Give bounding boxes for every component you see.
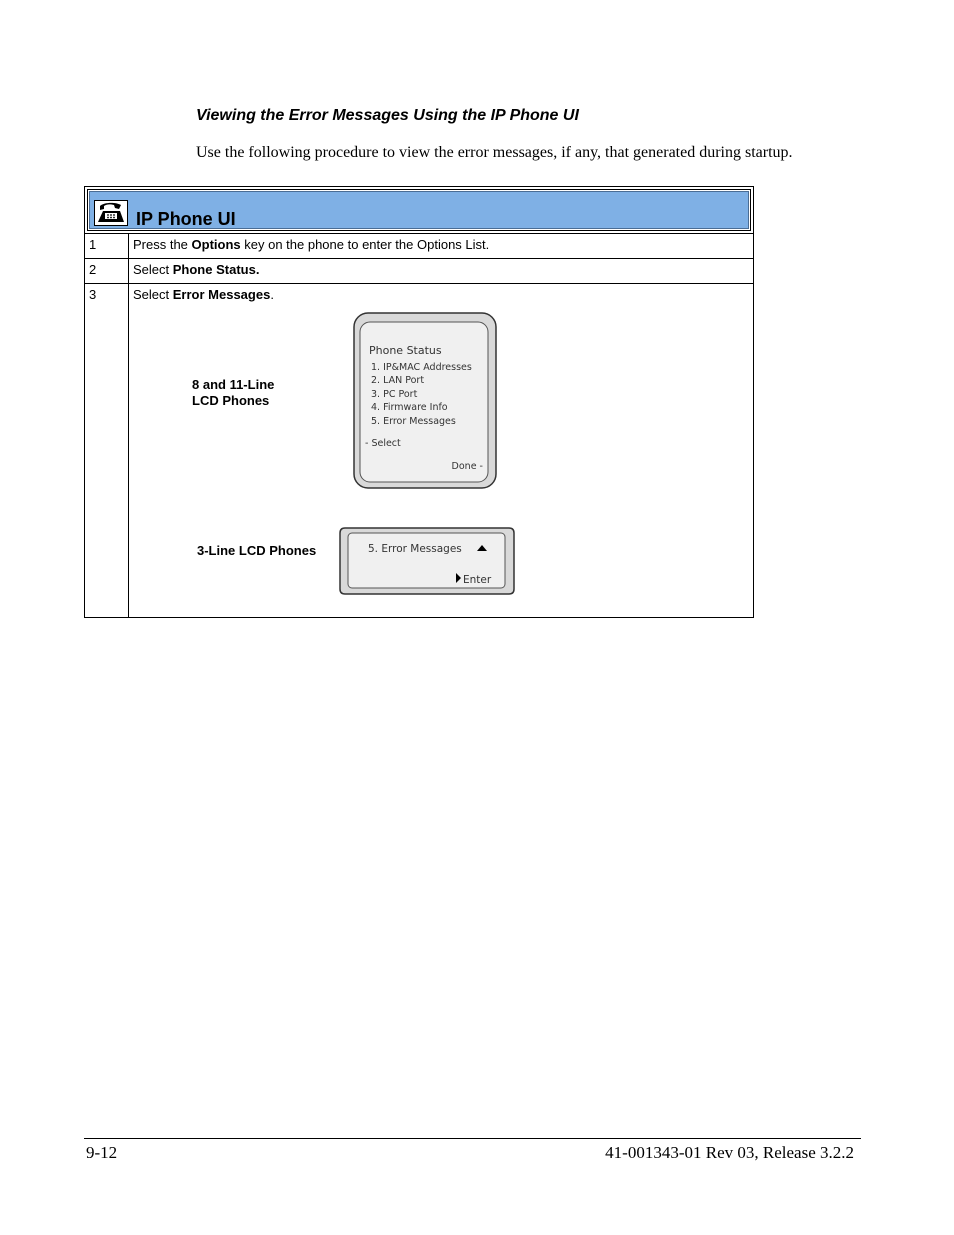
lcd-item: 4. Firmware Info (371, 402, 448, 413)
step-keyword: Options (191, 237, 241, 252)
table-row (85, 233, 753, 258)
step-text-pre: Select (133, 262, 173, 277)
small-lcd-line2: Enter (463, 574, 492, 586)
step-keyword: Phone Status. (172, 262, 260, 277)
lcd-item: 5. Error Messages (371, 416, 456, 427)
procedure-header (87, 189, 751, 231)
procedure-title: IP Phone UI (136, 209, 236, 229)
step-text-pre: Select (133, 287, 173, 302)
small-lcd-label: 3-Line LCD Phones (197, 543, 317, 558)
section-title: Viewing the Error Messages Using the IP Phone UI (196, 107, 579, 124)
step-text-pre: Press the (133, 237, 192, 252)
step-number: 2 (89, 262, 97, 277)
lcd-item: 2. LAN Port (371, 375, 425, 386)
step-text-post: . (270, 287, 274, 302)
small-lcd-screen (339, 527, 515, 595)
step-text-post: key on the phone to enter the Options List. (240, 237, 490, 252)
page-number: 9-12 (86, 1143, 118, 1162)
footer-rule (84, 1138, 861, 1139)
step-keyword: Error Messages (172, 287, 271, 302)
document-id: 41-001343-01 Rev 03, Release 3.2.2 (605, 1143, 854, 1162)
large-lcd-label-line2: LCD Phones (192, 393, 270, 408)
large-lcd-label (192, 377, 274, 409)
step-text (133, 262, 259, 277)
lcd-title: Phone Status (369, 344, 442, 357)
lcd-left-softkey: - Select (365, 438, 401, 449)
procedure-table (84, 186, 754, 618)
large-lcd-screen (353, 312, 498, 490)
large-lcd-label-line1: 8 and 11-Line (192, 377, 275, 392)
lcd-item: 3. PC Port (371, 389, 418, 400)
lcd-right-softkey: Done - (451, 461, 483, 472)
table-row (85, 258, 753, 283)
step-number: 3 (89, 287, 97, 302)
step-text (133, 287, 274, 302)
step-number: 1 (89, 237, 97, 252)
intro-paragraph: Use the following procedure to view the error messages, if any, that generated during startup. (196, 144, 793, 161)
small-lcd-line1: 5. Error Messages (368, 543, 462, 555)
step-text (133, 237, 489, 252)
phone-icon (94, 200, 128, 226)
lcd-item: 1. IP&MAC Addresses (371, 362, 472, 373)
